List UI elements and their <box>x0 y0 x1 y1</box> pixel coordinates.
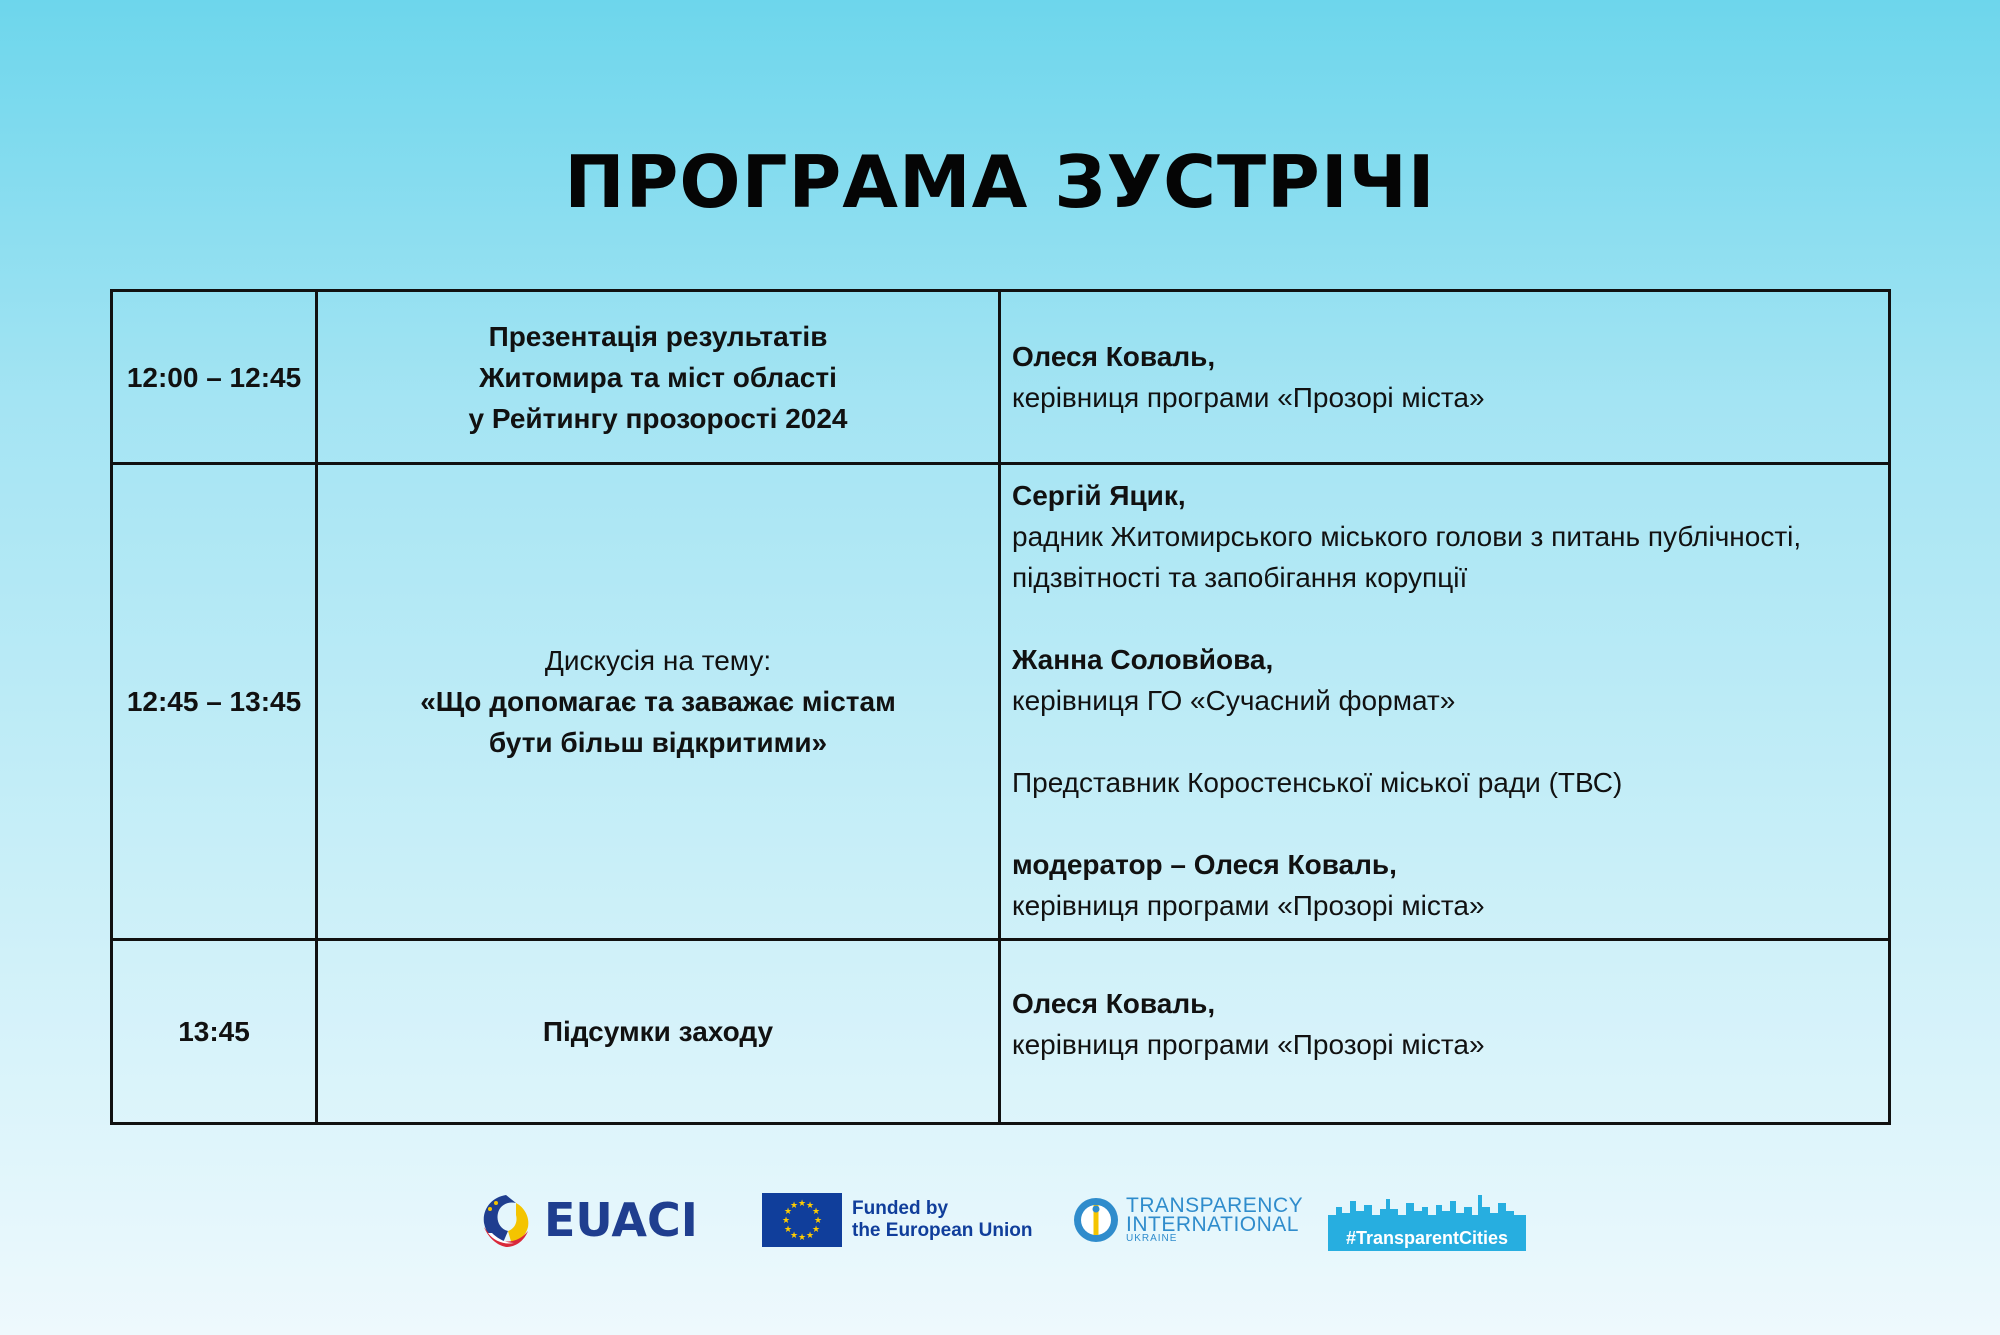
svg-text:★: ★ <box>783 1225 793 1235</box>
speaker-name: Жанна Соловйова, <box>1012 644 1274 675</box>
topic-line: Житомира та міст області <box>479 361 837 393</box>
time-cell: 12:00 – 12:45 <box>112 291 317 464</box>
transparent-cities-logo <box>1328 1180 1526 1260</box>
svg-text:★: ★ <box>789 1231 799 1241</box>
speakers-cell <box>1000 464 1890 940</box>
topic-intro: Дискусія на тему: <box>544 645 772 676</box>
svg-text:★: ★ <box>797 1199 807 1209</box>
speaker-name: Олеся Коваль, <box>1012 341 1216 372</box>
svg-text:★: ★ <box>811 1225 821 1235</box>
eu-funded-logo <box>762 1180 1033 1260</box>
svg-text:★: ★ <box>813 1216 823 1226</box>
time-cell: 12:45 – 13:45 <box>112 464 317 940</box>
topic-line: Підсумки заходу <box>542 1016 774 1047</box>
topic-line: Презентація результатів <box>488 320 828 352</box>
table-row <box>112 291 1890 464</box>
ti-emblem-icon <box>1072 1196 1120 1244</box>
svg-text:★: ★ <box>797 1233 807 1243</box>
eu-funded-line: the European Union <box>852 1220 1033 1241</box>
speaker-role: керівниця програми «Прозорі міста» <box>1012 382 1485 413</box>
ti-country: UKRAINE <box>1126 1233 1178 1244</box>
ti-line: TRANSPARENCY <box>1126 1194 1304 1217</box>
svg-text:★: ★ <box>805 1231 815 1241</box>
program-table <box>110 289 1891 1125</box>
svg-text:★: ★ <box>783 1207 793 1217</box>
speaker-role: керівниця програми «Прозорі міста» <box>1012 1029 1485 1060</box>
speaker-role: керівниця ГО «Сучасний формат» <box>1012 685 1456 716</box>
speakers-cell <box>1000 291 1890 464</box>
euaci-emblem-icon <box>478 1191 534 1249</box>
svg-text:★: ★ <box>789 1201 799 1211</box>
topic-line: бути більш відкритими» <box>488 727 828 758</box>
time-cell: 13:45 <box>112 940 317 1124</box>
euaci-logo <box>478 1180 698 1260</box>
speaker-name: Олеся Коваль, <box>1012 988 1216 1019</box>
speaker-role: радник Житомирського міського голови з питань публічності, <box>1012 521 1802 552</box>
eu-funded-line: Funded by <box>852 1198 949 1219</box>
table-row <box>112 464 1890 940</box>
topic-cell <box>317 291 1000 464</box>
svg-text:★: ★ <box>781 1216 791 1226</box>
speaker-role: підзвітності та запобігання корупції <box>1012 562 1468 593</box>
topic-cell <box>317 940 1000 1124</box>
speaker-role: керівниця програми «Прозорі міста» <box>1012 890 1485 921</box>
speaker-plain: Представник Коростенської міської ради (ТВС) <box>1012 767 1623 798</box>
eu-flag-icon <box>762 1193 842 1247</box>
topic-line: «Що допомагає та заважає містам <box>420 686 896 717</box>
euaci-wordmark: EUACI <box>544 1193 698 1247</box>
speaker-name: Сергій Яцик, <box>1012 480 1186 511</box>
svg-text:★: ★ <box>805 1201 815 1211</box>
topic-cell <box>317 464 1000 940</box>
partner-logos <box>0 1180 2000 1260</box>
svg-text:★: ★ <box>811 1207 821 1217</box>
topic-line: у Рейтингу прозорості 2024 <box>468 402 848 434</box>
page-title: ПРОГРАМА ЗУСТРІЧІ <box>564 140 1436 224</box>
speakers-cell <box>1000 940 1890 1124</box>
transparency-international-logo <box>1072 1180 1303 1260</box>
transparent-cities-hashtag: #TransparentCities <box>1328 1225 1526 1251</box>
moderator-name: модератор – Олеся Коваль, <box>1012 849 1397 880</box>
table-row <box>112 940 1890 1124</box>
ti-line: INTERNATIONAL <box>1126 1213 1299 1236</box>
city-skyline-icon <box>1328 1189 1526 1229</box>
